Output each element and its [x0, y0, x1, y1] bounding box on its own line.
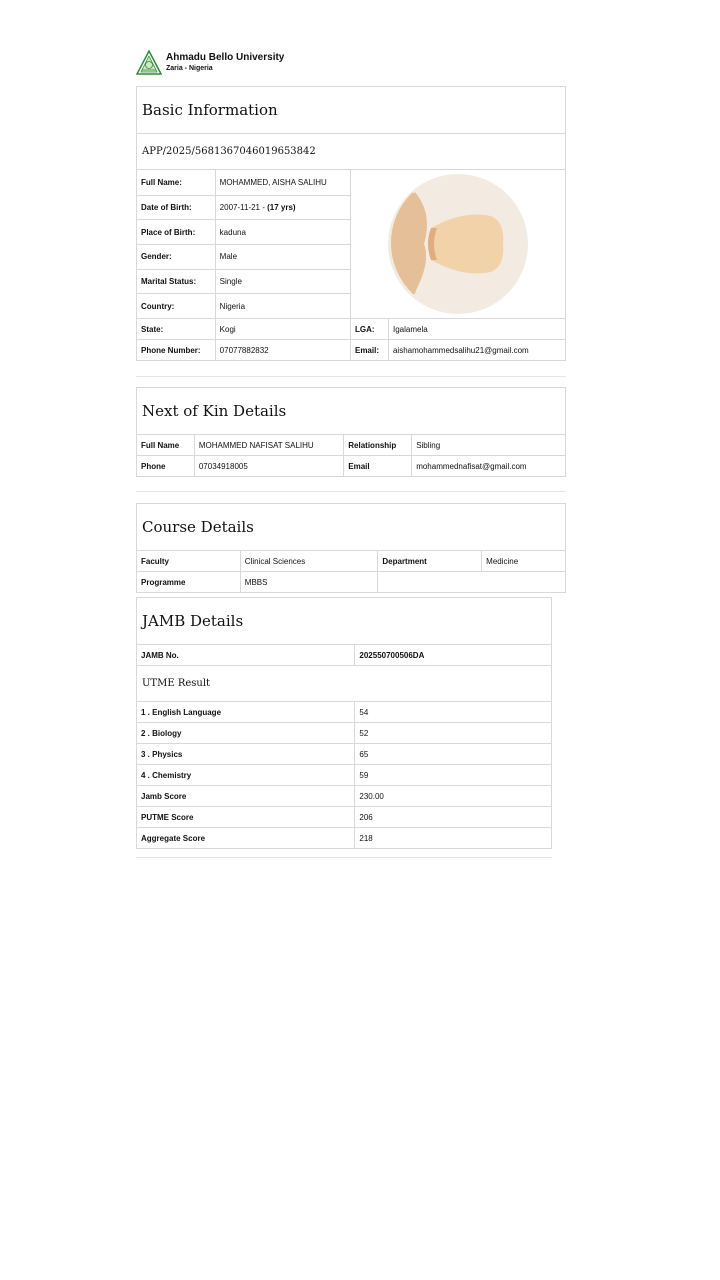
course-details-table: [136, 503, 566, 593]
dob-date: 2007-11-21 -: [219, 203, 268, 213]
university-text: [166, 52, 284, 74]
lga-value: Igalamela: [388, 319, 565, 340]
table-row: [137, 723, 552, 744]
passport-photo: [350, 170, 565, 319]
dob-label: Date of Birth:: [137, 195, 216, 220]
kin-phone-value: 07034918005: [194, 456, 343, 477]
course-details-title: Course Details: [137, 504, 566, 551]
jamb-no-label: JAMB No.: [137, 645, 355, 666]
phone-label: Phone Number:: [137, 340, 216, 361]
kin-phone-label: Phone: [137, 456, 195, 477]
country-value: Nigeria: [215, 294, 350, 319]
application-number: APP/2025/5681367046019653842: [137, 134, 566, 170]
faculty-label: Faculty: [137, 551, 241, 572]
table-row: [137, 828, 552, 849]
kin-relationship-label: Relationship: [344, 435, 412, 456]
email-value: aishamohammedsalihu21@gmail.com: [388, 340, 565, 361]
full-name-label: Full Name:: [137, 170, 216, 196]
result-score: 52: [355, 723, 552, 744]
pob-label: Place of Birth:: [137, 220, 216, 245]
kin-name-value: MOHAMMED NAFISAT SALIHU: [194, 435, 343, 456]
email-label: Email:: [350, 340, 388, 361]
result-label: 3 . Physics: [137, 744, 355, 765]
university-name: Ahmadu Bello University: [166, 52, 285, 63]
kin-email-label: Email: [344, 456, 412, 477]
age-value: (17 yrs): [267, 203, 296, 213]
country-label: Country:: [137, 294, 216, 319]
next-of-kin-title: Next of Kin Details: [137, 388, 566, 435]
kin-name-label: Full Name: [137, 435, 195, 456]
result-label: 2 . Biology: [137, 723, 355, 744]
basic-info-table: [136, 86, 566, 361]
university-logo-icon: [136, 50, 162, 76]
dob-value: [215, 195, 350, 220]
result-score: 230.00: [355, 786, 552, 807]
university-location: Zaria - Nigeria: [166, 65, 213, 72]
state-label: State:: [137, 319, 216, 340]
divider: [136, 376, 566, 377]
result-score: 65: [355, 744, 552, 765]
result-label: 1 . English Language: [137, 702, 355, 723]
department-label: Department: [378, 551, 482, 572]
marital-status-label: Marital Status:: [137, 269, 216, 294]
table-row: [137, 786, 552, 807]
result-label: Aggregate Score: [137, 828, 355, 849]
marital-status-value: Single: [215, 269, 350, 294]
table-row: [137, 807, 552, 828]
gender-value: Male: [215, 245, 350, 270]
kin-email-value: mohammednafisat@gmail.com: [412, 456, 566, 477]
utme-result-title: UTME Result: [137, 666, 552, 702]
lga-label: LGA:: [350, 319, 388, 340]
programme-label: Programme: [137, 572, 241, 593]
empty-cell: [378, 572, 566, 593]
result-label: PUTME Score: [137, 807, 355, 828]
divider: [136, 491, 566, 492]
phone-value: 07077882832: [215, 340, 350, 361]
result-score: 54: [355, 702, 552, 723]
state-value: Kogi: [215, 319, 350, 340]
department-value: Medicine: [482, 551, 566, 572]
full-name-value: MOHAMMED, AISHA SALIHU: [215, 170, 350, 196]
kin-relationship-value: Sibling: [412, 435, 566, 456]
next-of-kin-table: [136, 387, 566, 477]
pob-value: kaduna: [215, 220, 350, 245]
faculty-value: Clinical Sciences: [240, 551, 378, 572]
avatar-placeholder-icon: [351, 170, 565, 318]
page-header: [136, 49, 284, 77]
table-row: [137, 702, 552, 723]
gender-label: Gender:: [137, 245, 216, 270]
result-label: Jamb Score: [137, 786, 355, 807]
result-score: 218: [355, 828, 552, 849]
result-score: 206: [355, 807, 552, 828]
table-row: [137, 744, 552, 765]
basic-info-title: Basic Information: [137, 87, 566, 134]
jamb-details-table: [136, 597, 552, 849]
result-score: 59: [355, 765, 552, 786]
table-row: [137, 765, 552, 786]
divider: [136, 857, 552, 858]
jamb-no-value: 202550700506DA: [355, 645, 552, 666]
jamb-details-title: JAMB Details: [137, 598, 552, 645]
result-label: 4 . Chemistry: [137, 765, 355, 786]
programme-value: MBBS: [240, 572, 378, 593]
